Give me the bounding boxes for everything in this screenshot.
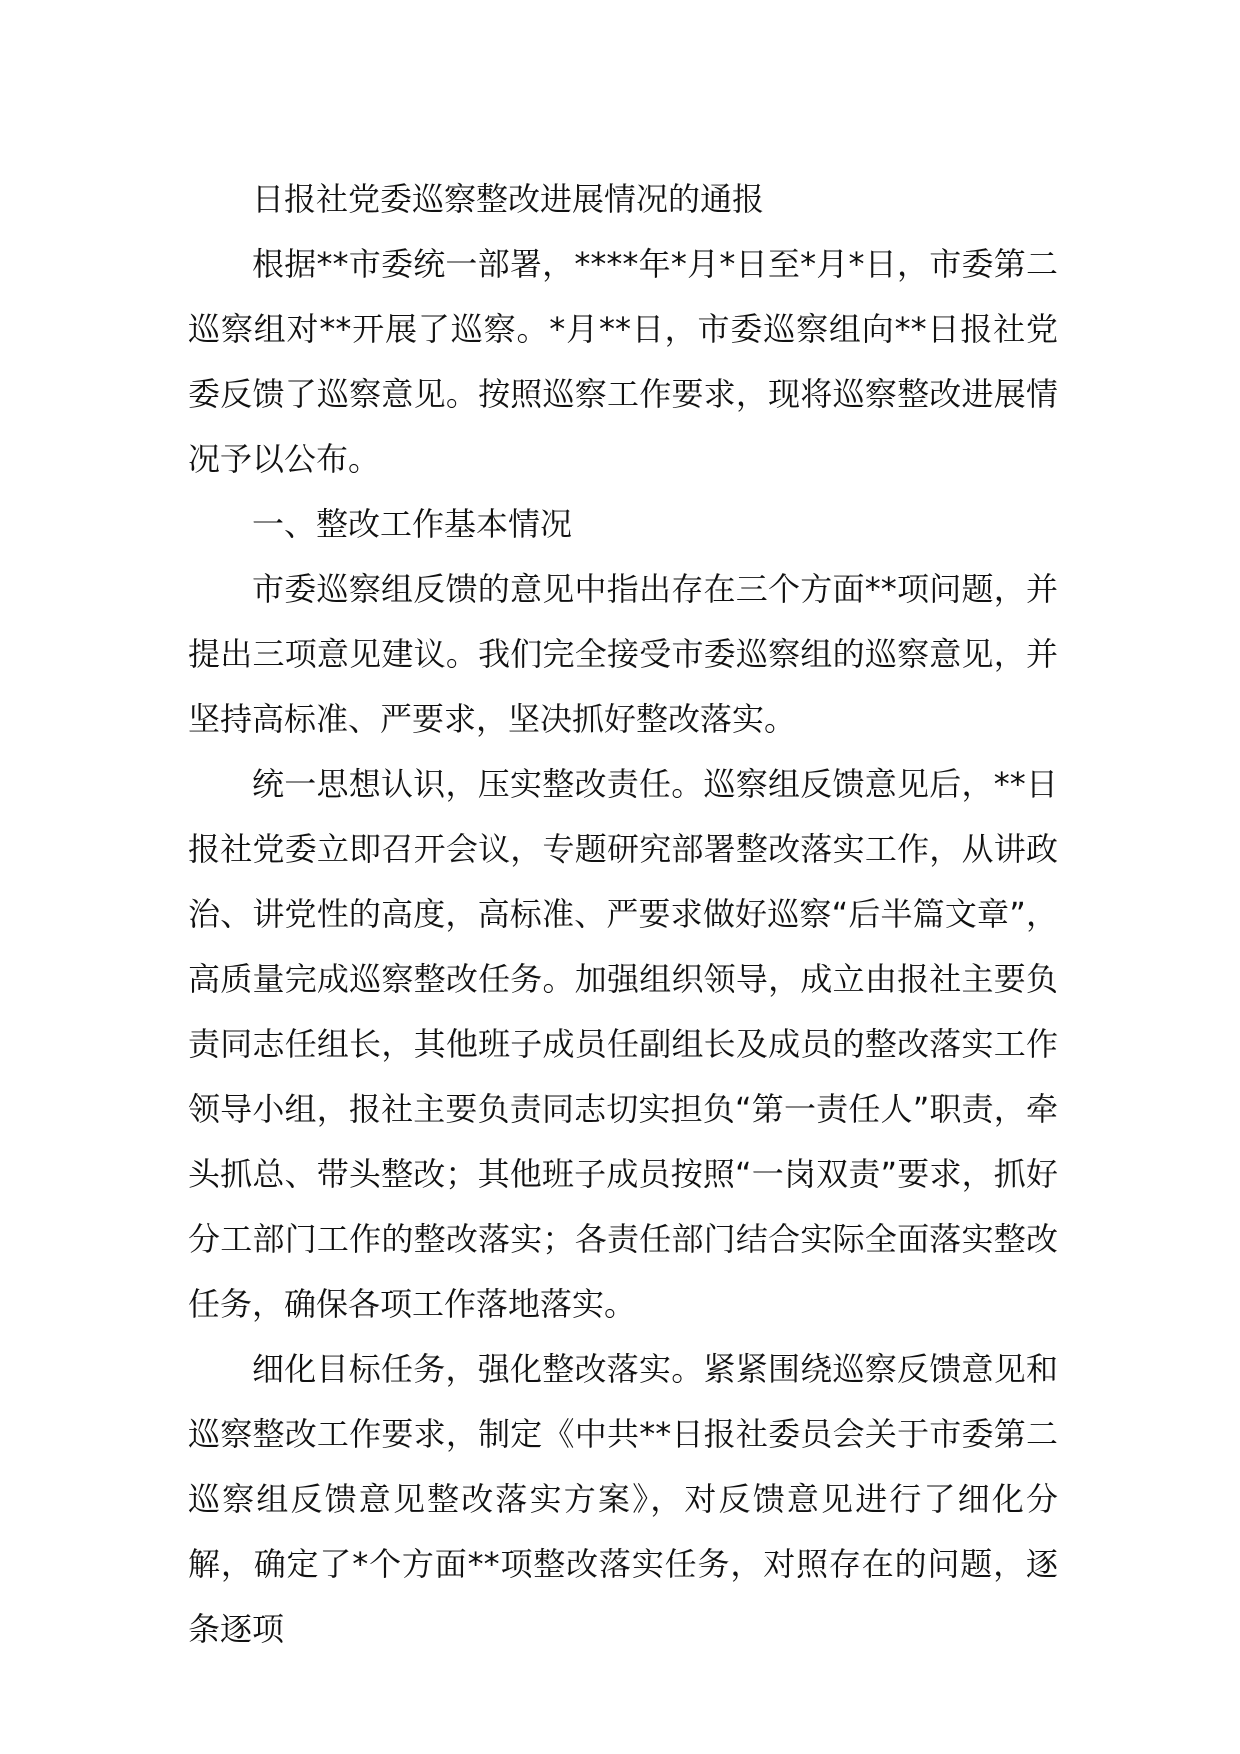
paragraph-responsibility: 统一思想认识，压实整改责任。巡察组反馈意见后，**日报社党委立即召开会议，专题研究部署整改落实工作，从讲政治、讲党性的高度，高标准、严要求做好巡察“后半篇文章”，高质量完成巡察整改任务。加强组织领导，成立由报社主要负责同志任组长，其他班子成员任副组长及成员的整改落实工作领导小组，报社主要负责同志切实担负“第一责任人”职责，牵头抓总、带头整改；其他班子成员按照“一岗双责”要求，抓好分工部门工作的整改落实；各责任部门结合实际全面落实整改任务，确保各项工作落地落实。 — [188, 765, 1058, 1323]
section-heading: 一、整改工作基本情况 — [252, 505, 573, 543]
document-body — [188, 167, 1058, 1662]
document-title: 日报社党委巡察整改进展情况的通报 — [252, 180, 765, 218]
paragraph-intro: 根据**市委统一部署，****年*月*日至*月*日，市委第二巡察组对**开展了巡察。*月**日，市委巡察组向**日报社党委反馈了巡察意见。按照巡察工作要求，现将巡察整改进展情况予以公布。 — [188, 245, 1058, 478]
paragraph-overview: 市委巡察组反馈的意见中指出存在三个方面**项问题，并提出三项意见建议。我们完全接受市委巡察组的巡察意见，并坚持高标准、严要求，坚决抓好整改落实。 — [188, 570, 1058, 738]
paragraph-tasks: 细化目标任务，强化整改落实。紧紧围绕巡察反馈意见和巡察整改工作要求，制定《中共**日报社委员会关于市委第二巡察组反馈意见整改落实方案》，对反馈意见进行了细化分解，确定了*个方面**项整改落实任务，对照存在的问题，逐条逐项 — [188, 1350, 1058, 1648]
